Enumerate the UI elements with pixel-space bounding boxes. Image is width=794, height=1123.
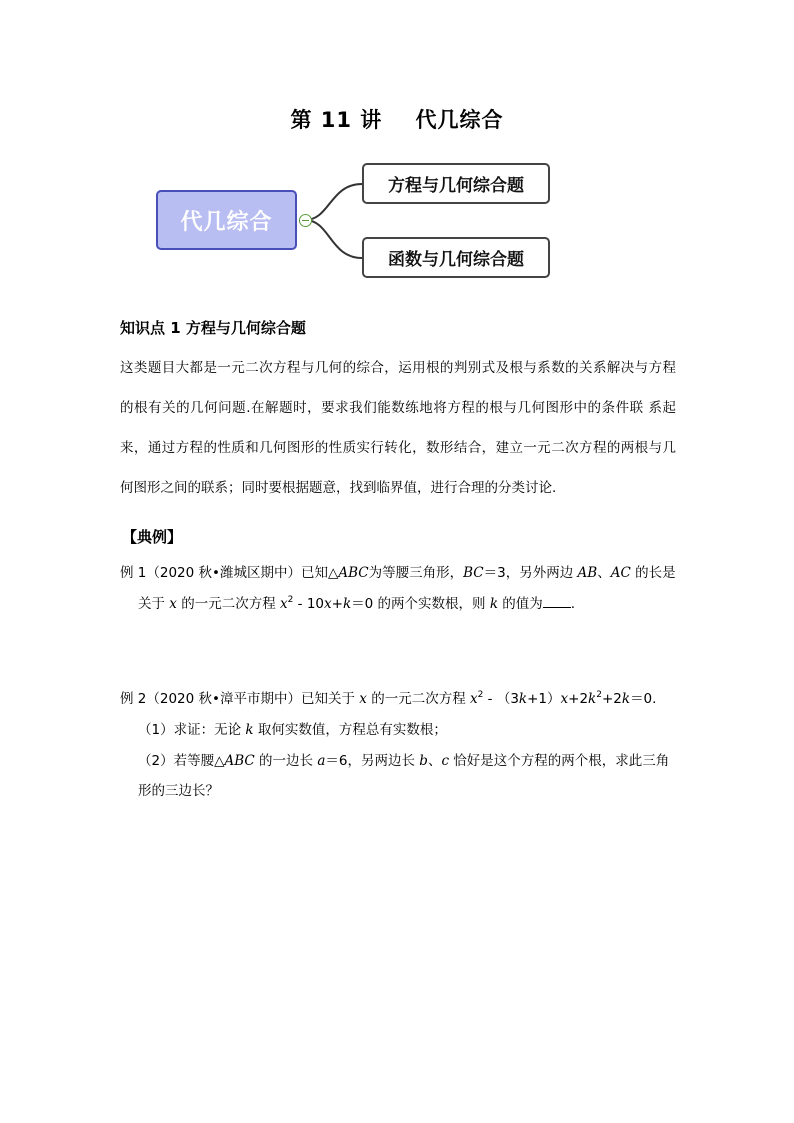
example2-text: 的一边长 — [254, 753, 318, 769]
exponent: 2 — [477, 690, 484, 700]
paragraph-line: 何图形之间的联系；同时要根据题意，找到临界值，进行合理的分类讨论. — [120, 480, 557, 496]
var-k: k — [489, 596, 498, 612]
examples-heading: 【典例】 — [122, 528, 183, 546]
var-x: x — [470, 691, 478, 707]
side-ac: AC — [610, 565, 631, 581]
side-ab: AB — [577, 565, 598, 581]
example1-text: + — [331, 596, 343, 612]
exponent: 2 — [596, 690, 602, 700]
example1-line2 — [138, 592, 575, 612]
example2-prefix: 例 2（2020 秋•漳平市期中）已知关于 — [120, 691, 360, 707]
exponent: 2 — [287, 595, 294, 605]
mindmap-branch-equation: 方程与几何综合题 — [362, 163, 550, 204]
example1-line1 — [120, 561, 676, 581]
example2-text: 的一元二次方程 — [366, 691, 471, 707]
example2-text: 、 — [427, 753, 442, 769]
example2-text: 恰好是这个方程的两个根，求此三角 — [449, 753, 670, 769]
example2-text: 形的三边长？ — [138, 783, 219, 799]
triangle-name: ABC — [338, 565, 369, 581]
example1-text: . — [570, 596, 576, 612]
example2-text: +1） — [527, 691, 561, 707]
var-x: x — [324, 596, 332, 612]
paragraph-line: 这类题目大都是一元二次方程与几何的综合，运用根的判别式及根与系数的关系解决与方程 — [120, 360, 676, 376]
var-k: k — [342, 596, 352, 612]
example2-question1 — [138, 718, 447, 738]
example1-text: 的一元二次方程 — [176, 596, 281, 612]
page-title: 第 11 讲 代几综合 — [290, 108, 504, 132]
example1-text: ＝0 的两个实数根，则 — [351, 596, 490, 612]
paragraph-line: 的根有关的几何问题.在解题时，要求我们能数练地将方程的根与几何图形中的条件联 系起 — [120, 400, 676, 416]
example1-text: 的长是 — [630, 565, 676, 581]
var-b: b — [419, 753, 428, 769]
var-x: x — [280, 596, 288, 612]
var-x: x — [169, 596, 177, 612]
mindmap-branch-function: 函数与几何综合题 — [362, 237, 550, 278]
triangle-name: ABC — [224, 753, 255, 769]
example1-text: 关于 — [138, 596, 170, 612]
example2-question2-cont — [138, 779, 219, 799]
mindmap-root-node: 代几综合 — [156, 190, 297, 250]
var-k: k — [621, 691, 631, 707]
example1-text: 为等腰三角形， — [368, 565, 464, 581]
var-c: c — [441, 753, 449, 769]
var-x: x — [560, 691, 569, 707]
answer-blank[interactable] — [543, 595, 571, 608]
paragraph-line: 来，通过方程的性质和几何图形的性质实行转化，数形结合，建立一元二次方程的两根与几 — [120, 440, 676, 456]
example2-line1 — [120, 687, 656, 707]
var-k: k — [518, 691, 528, 707]
knowledge-heading: 知识点 1 方程与几何综合题 — [120, 319, 306, 337]
example2-text: （2）若等腰△ — [138, 753, 225, 769]
example1-text: 的值为 — [498, 596, 543, 612]
example1-text: 、 — [597, 565, 611, 581]
var-k: k — [245, 722, 254, 738]
var-x: x — [359, 691, 367, 707]
example2-text: - （3 — [483, 691, 519, 707]
collapse-icon[interactable] — [299, 214, 312, 227]
example2-text: 取何实数值，方程总有实数根； — [253, 722, 447, 738]
example2-text: +2 — [601, 691, 622, 707]
var-k: k — [588, 691, 597, 707]
example2-text: ＝0. — [630, 691, 657, 707]
example2-text: ＝6，另两边长 — [325, 753, 420, 769]
example1-prefix: 例 1（2020 秋•潍城区期中）已知△ — [120, 565, 339, 581]
knowledge-paragraph — [120, 348, 676, 508]
side-bc: BC — [463, 565, 484, 581]
example2-question2 — [138, 749, 669, 769]
var-a: a — [317, 753, 326, 769]
example1-text: - 10 — [293, 596, 325, 612]
example1-text: ＝3，另外两边 — [483, 565, 578, 581]
example2-text: +2 — [568, 691, 589, 707]
example2-text: （1）求证：无论 — [138, 722, 246, 738]
